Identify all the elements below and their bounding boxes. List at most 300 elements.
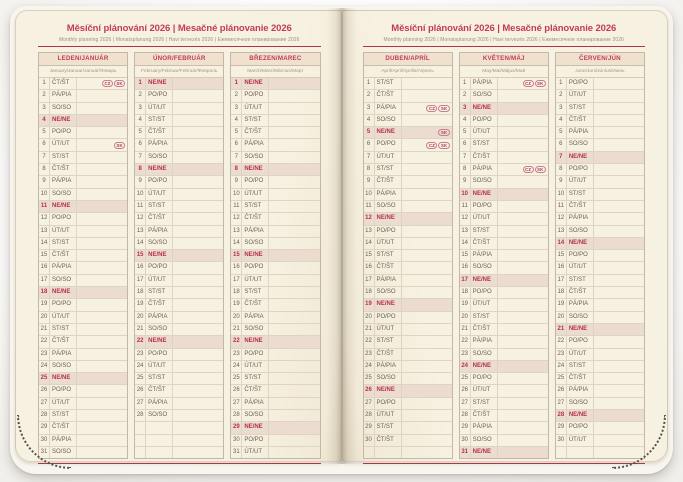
day-writing-area [77,250,127,261]
day-writing-area [173,164,223,175]
day-row [460,213,548,225]
day-number: 23 [135,349,146,360]
day-row [231,299,319,311]
day-writing-area [77,103,127,114]
day-writing-area [402,336,452,347]
day-row [231,176,319,188]
day-number: 3 [39,103,50,114]
day-row [135,410,223,422]
day-abbrev: PO/PO [242,90,269,101]
day-number: 5 [556,127,567,138]
day-abbrev: SO/SO [146,238,173,249]
day-number: 23 [39,349,50,360]
day-number: 12 [460,213,471,224]
day-number: 3 [556,103,567,114]
day-abbrev: NE/NE [375,299,402,310]
day-abbrev: PO/PO [471,287,498,298]
day-number: 11 [39,201,50,212]
day-row [460,250,548,262]
day-abbrev: NE/NE [471,103,498,114]
day-writing-area [77,349,127,360]
day-row [556,373,644,385]
day-number: 10 [39,189,50,200]
day-number: 14 [39,238,50,249]
month-days [556,78,644,458]
day-writing-area [77,435,127,446]
day-row [231,275,319,287]
day-abbrev: ČT/ŠT [242,127,269,138]
day-writing-area [594,312,644,323]
day-writing-area [594,78,644,89]
day-row [39,176,127,188]
day-number: 11 [135,201,146,212]
day-abbrev: PÁ/PIA [471,78,498,89]
day-writing-area [77,78,127,89]
day-abbrev: PO/PO [242,349,269,360]
day-abbrev: ČT/ŠT [50,250,77,261]
day-row [364,152,452,164]
day-abbrev: ST/ST [242,373,269,384]
day-row [39,90,127,102]
day-number: 18 [231,287,242,298]
months-row [363,52,646,459]
day-abbrev: SO/SO [242,410,269,421]
day-row [231,410,319,422]
day-row [364,213,452,225]
day-writing-area [498,299,548,310]
day-row [39,287,127,299]
day-row [556,213,644,225]
day-abbrev: ČT/ŠT [567,373,594,384]
day-number: 5 [460,127,471,138]
day-writing-area [498,115,548,126]
holiday-badge-sk: SK [535,166,546,173]
day-writing-area [498,312,548,323]
day-writing-area [402,152,452,163]
day-abbrev: ÚT/UT [146,275,173,286]
day-number: 2 [231,90,242,101]
day-writing-area [402,410,452,421]
day-abbrev: PÁ/PIA [242,312,269,323]
day-writing-area [173,312,223,323]
day-row [460,312,548,324]
month-days [460,78,548,458]
day-row [556,410,644,422]
day-abbrev: ČT/ŠT [375,349,402,360]
day-row [39,238,127,250]
page-subtitle: Monthly planning 2026 | Monatsplanung 2026 | Havi tervezés 2026 | Ежемесячное планирование 2026 [58,37,300,43]
day-abbrev: ÚT/UT [567,262,594,273]
day-row [460,238,548,250]
day-number: 29 [39,422,50,433]
day-abbrev: ST/ST [50,410,77,421]
day-number: 18 [39,287,50,298]
day-abbrev: PÁ/PIA [567,299,594,310]
day-row [39,349,127,361]
day-writing-area [498,201,548,212]
day-abbrev: ST/ST [567,275,594,286]
day-row [231,324,319,336]
day-number: 29 [231,422,242,433]
day-row [39,152,127,164]
day-row [135,189,223,201]
day-abbrev: PO/PO [242,435,269,446]
day-abbrev: SO/SO [375,287,402,298]
day-writing-area [498,250,548,261]
day-number: 11 [556,201,567,212]
day-row [460,176,548,188]
day-number: 1 [135,78,146,89]
month-days [39,78,127,458]
day-row [364,250,452,262]
day-row [364,262,452,274]
day-number: 30 [460,435,471,446]
day-abbrev: PÁ/PIA [375,103,402,114]
day-row [39,115,127,127]
day-row [39,103,127,115]
day-writing-area [402,287,452,298]
day-abbrev: ST/ST [567,361,594,372]
month-header: ČERVEN/JÚN [556,53,644,66]
day-abbrev: PÁ/PIA [375,275,402,286]
day-writing-area [498,336,548,347]
day-abbrev: PO/PO [146,349,173,360]
day-number: 13 [364,226,375,237]
day-row [135,103,223,115]
day-writing-area [498,213,548,224]
day-writing-area [594,410,644,421]
day-row [231,287,319,299]
day-number: 25 [39,373,50,384]
day-number: 12 [556,213,567,224]
day-row [39,324,127,336]
day-number: 9 [556,176,567,187]
day-writing-area [173,422,223,433]
day-writing-area [498,447,548,458]
day-number: 24 [39,361,50,372]
day-number: 20 [135,312,146,323]
day-row [39,361,127,373]
day-number: 20 [39,312,50,323]
day-number: 6 [135,139,146,150]
day-row [556,385,644,397]
day-row [231,385,319,397]
day-abbrev: PO/PO [242,176,269,187]
day-abbrev: PÁ/PIA [375,361,402,372]
day-number: 1 [39,78,50,89]
day-number: 27 [364,398,375,409]
day-row [460,90,548,102]
day-writing-area [269,422,319,433]
day-abbrev: PÁ/PIA [50,262,77,273]
month-days [231,78,319,458]
day-row-empty [364,447,452,458]
day-abbrev: ÚT/UT [50,398,77,409]
day-writing-area [498,324,548,335]
day-writing-area [402,164,452,175]
day-row [460,152,548,164]
day-writing-area [594,127,644,138]
day-number: 1 [556,78,567,89]
day-number: 4 [135,115,146,126]
day-abbrev: PÁ/PIA [146,226,173,237]
month-column-january [38,52,128,459]
day-writing-area [594,103,644,114]
day-number: 7 [231,152,242,163]
day-number: 22 [364,336,375,347]
day-number: 19 [460,299,471,310]
day-number: 26 [460,385,471,396]
day-number: 24 [460,361,471,372]
day-number: 9 [364,176,375,187]
day-writing-area [594,226,644,237]
day-writing-area [173,385,223,396]
day-number: 20 [556,312,567,323]
day-number: 23 [231,349,242,360]
day-row [364,398,452,410]
day-number: 18 [364,287,375,298]
day-writing-area [594,139,644,150]
day-writing-area [173,435,223,446]
day-writing-area [77,127,127,138]
day-writing-area [498,275,548,286]
day-abbrev: ST/ST [50,324,77,335]
day-number: 11 [231,201,242,212]
day-row [556,299,644,311]
day-writing-area [594,385,644,396]
day-row [556,152,644,164]
day-writing-area [594,189,644,200]
day-abbrev: ČT/ŠT [50,422,77,433]
day-number: 28 [460,410,471,421]
day-writing-area [594,324,644,335]
day-writing-area [594,299,644,310]
day-abbrev: SO/SO [50,189,77,200]
day-abbrev: PÁ/PIA [146,312,173,323]
day-number: 31 [39,447,50,458]
day-row [135,275,223,287]
day-number: 6 [39,139,50,150]
day-abbrev: ÚT/UT [375,152,402,163]
day-writing-area [77,262,127,273]
day-row [364,410,452,422]
day-number: 17 [231,275,242,286]
day-writing-area [173,127,223,138]
day-row [231,435,319,447]
day-row [39,385,127,397]
day-row [39,435,127,447]
day-number: 7 [135,152,146,163]
day-abbrev: ÚT/UT [242,189,269,200]
day-abbrev: ÚT/UT [471,127,498,138]
month-header: ÚNOR/FEBRUÁR [135,53,223,66]
day-row [364,275,452,287]
holiday-badge-cz: CZ [523,80,534,87]
day-row [231,361,319,373]
day-abbrev: NE/NE [471,275,498,286]
day-abbrev: ČT/ŠT [50,164,77,175]
day-number: 16 [231,262,242,273]
day-abbrev: ČT/ŠT [146,299,173,310]
day-abbrev: ST/ST [50,238,77,249]
day-abbrev: SO/SO [242,152,269,163]
day-abbrev: PO/PO [375,312,402,323]
day-writing-area [173,90,223,101]
day-row [364,349,452,361]
day-abbrev: ÚT/UT [375,324,402,335]
day-number: 4 [39,115,50,126]
day-abbrev: NE/NE [146,250,173,261]
day-number: 17 [39,275,50,286]
day-abbrev: NE/NE [375,127,402,138]
day-row [460,422,548,434]
day-writing-area [173,213,223,224]
day-row [556,275,644,287]
month-days [364,78,452,458]
day-abbrev: NE/NE [50,201,77,212]
day-abbrev: NE/NE [50,373,77,384]
day-abbrev: NE/NE [50,115,77,126]
day-number: 19 [135,299,146,310]
day-number: 18 [556,287,567,298]
day-writing-area [402,115,452,126]
day-abbrev: PÁ/PIA [567,213,594,224]
day-row [364,336,452,348]
day-abbrev: PÁ/PIA [50,435,77,446]
day-writing-area [77,410,127,421]
day-row [135,238,223,250]
day-writing-area [594,422,644,433]
footer-rule [363,463,646,464]
day-writing-area [498,103,548,114]
day-writing-area [173,115,223,126]
day-number: 20 [231,312,242,323]
day-writing-area [594,373,644,384]
day-row [460,299,548,311]
day-abbrev: ČT/ŠT [50,78,77,89]
day-abbrev [146,447,173,458]
day-abbrev [567,447,594,458]
day-row [460,226,548,238]
day-row [135,152,223,164]
day-row [39,213,127,225]
day-row [231,78,319,90]
day-row [556,250,644,262]
holiday-badge-sk: SK [114,80,125,87]
day-number: 9 [231,176,242,187]
day-row [364,127,452,139]
day-writing-area [402,176,452,187]
day-writing-area [77,213,127,224]
day-writing-area [77,287,127,298]
day-number: 31 [231,447,242,458]
day-number: 26 [39,385,50,396]
day-row [39,139,127,151]
day-number: 23 [556,349,567,360]
day-row [364,103,452,115]
day-row [135,139,223,151]
day-number: 27 [39,398,50,409]
day-row [460,139,548,151]
page-title: Měsíční plánování 2026 | Mesačné plánovanie 2026 [66,23,292,34]
day-abbrev: PO/PO [50,127,77,138]
day-abbrev: PO/PO [375,398,402,409]
day-writing-area [402,373,452,384]
month-subheader: April/April/Április/Апрель [364,66,452,78]
day-writing-area [594,336,644,347]
day-row [135,373,223,385]
day-number: 10 [364,189,375,200]
day-writing-area [173,78,223,89]
day-writing-area [173,324,223,335]
day-writing-area [77,152,127,163]
title-rule [363,46,646,47]
day-writing-area [77,299,127,310]
day-abbrev: ST/ST [567,189,594,200]
day-number: 2 [135,90,146,101]
day-abbrev: NE/NE [567,324,594,335]
day-writing-area [269,373,319,384]
day-abbrev: ST/ST [146,287,173,298]
day-row [135,398,223,410]
day-writing-area [77,275,127,286]
day-writing-area [269,176,319,187]
day-abbrev: ST/ST [146,373,173,384]
right-page [342,10,669,462]
day-number: 15 [556,250,567,261]
day-abbrev: PO/PO [146,90,173,101]
day-number: 26 [135,385,146,396]
day-row [364,139,452,151]
day-row [364,324,452,336]
day-abbrev: SO/SO [146,324,173,335]
day-number: 22 [231,336,242,347]
day-number: 3 [460,103,471,114]
day-writing-area [269,324,319,335]
day-abbrev: ÚT/UT [567,435,594,446]
day-number: 8 [135,164,146,175]
day-writing-area [402,422,452,433]
day-number: 21 [39,324,50,335]
day-number: 12 [39,213,50,224]
day-writing-area [498,90,548,101]
day-writing-area [594,238,644,249]
day-writing-area [498,238,548,249]
day-writing-area [77,422,127,433]
day-abbrev: ÚT/UT [242,361,269,372]
day-abbrev: PO/PO [471,373,498,384]
day-row [231,226,319,238]
day-abbrev: SO/SO [567,398,594,409]
day-abbrev: SO/SO [242,238,269,249]
day-row [135,164,223,176]
day-row [39,422,127,434]
day-number: 27 [231,398,242,409]
month-days [135,78,223,458]
day-number: 28 [135,410,146,421]
day-row-empty [135,447,223,458]
day-abbrev: ÚT/UT [50,139,77,150]
day-writing-area [173,189,223,200]
day-row [364,312,452,324]
day-number: 1 [364,78,375,89]
day-abbrev: NE/NE [375,213,402,224]
day-number: 22 [556,336,567,347]
day-row [556,361,644,373]
day-writing-area [173,201,223,212]
day-row [460,262,548,274]
day-writing-area [173,336,223,347]
